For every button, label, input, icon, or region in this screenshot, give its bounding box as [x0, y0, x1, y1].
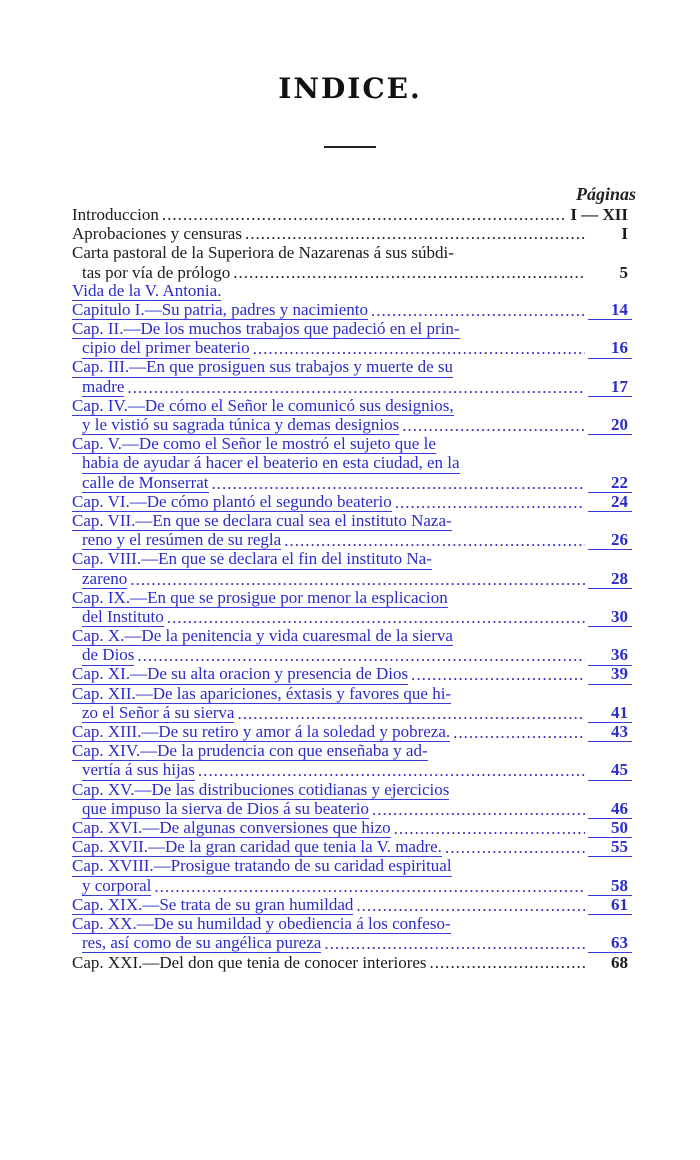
toc-entry	[72, 550, 632, 588]
toc-entry	[72, 397, 632, 435]
toc-entry	[72, 742, 632, 780]
toc-entry-text: habia de ayudar á hacer el beaterio en esta ciudad, en la	[82, 453, 460, 473]
toc-page-number: 5	[619, 262, 628, 282]
toc-entry-line	[72, 723, 632, 742]
toc-entry-line	[72, 877, 632, 896]
toc-entry-line	[72, 589, 632, 608]
toc-entry-text: Carta pastoral de la Superiora de Nazarenas á sus súbdi-	[72, 243, 454, 263]
toc-entry	[72, 320, 632, 358]
toc-entry-text: Aprobaciones y censuras	[72, 224, 242, 244]
toc-entry	[72, 493, 632, 512]
toc-entry	[72, 627, 632, 665]
toc-entry-text: madre	[82, 376, 125, 396]
toc-entry	[72, 589, 632, 627]
toc-entry-text: Cap. VII.—En que se declara cual sea el instituto Naza-	[72, 510, 452, 530]
toc-entry-text: Cap. X.—De la penitencia y vida cuaresmal de la sierva	[72, 626, 453, 646]
toc-entry	[72, 896, 632, 915]
toc-entry-line	[72, 320, 632, 339]
toc-entry-line	[72, 263, 632, 282]
toc-entry-line	[72, 838, 632, 857]
dot-leader	[237, 704, 585, 723]
toc-entry-line	[72, 819, 632, 838]
toc-entry-text: Cap. III.—En que prosiguen sus trabajos y muerte de su	[72, 357, 453, 377]
toc-entry-text: Cap. XIII.—De su retiro y amor á la soledad y pobreza.	[72, 722, 451, 742]
toc-entry	[72, 685, 632, 723]
dot-leader	[356, 896, 585, 915]
toc-page-number: 16	[588, 338, 632, 358]
toc-entry-text: que impuso la sierva de Dios á su beaterio	[82, 798, 370, 818]
toc-entry-line	[72, 704, 632, 723]
toc-entry-text: Cap. VIII.—En que se declara el fin del instituto Na-	[72, 549, 432, 569]
toc-entry-text: zareno	[82, 568, 128, 588]
toc-page-number: 30	[588, 607, 632, 627]
pages-column-header: Páginas	[575, 184, 636, 204]
toc-entry-text: Cap. XVI.—De algunas conversiones que hizo	[72, 817, 391, 837]
toc-entry-line	[72, 243, 632, 262]
toc-entry-text: Capitulo I.—Su patria, padres y nacimiento	[72, 299, 369, 319]
toc-entry	[72, 205, 632, 224]
toc-entry-line	[72, 570, 632, 589]
toc-entry	[72, 301, 632, 320]
toc-page-number: 14	[588, 300, 632, 320]
toc-page-number: 41	[588, 703, 632, 723]
dot-leader	[198, 761, 585, 780]
toc-entry-line	[72, 608, 632, 627]
toc-entry-line	[72, 378, 632, 397]
toc-entry-text: y corporal	[82, 875, 152, 895]
toc-entry	[72, 666, 632, 685]
toc-page-number: 36	[588, 645, 632, 665]
toc-entry-text: Cap. XIV.—De la prudencia con que enseñaba y ad-	[72, 741, 428, 761]
toc-entry	[72, 915, 632, 953]
toc-entry	[72, 723, 632, 742]
toc-entry	[72, 819, 632, 838]
dot-leader	[371, 301, 585, 320]
toc-entry-text: y le vistió su sagrada túnica y demas designios	[82, 415, 400, 435]
toc-entry-text: Cap. II.—De los muchos trabajos que padeció en el prin-	[72, 319, 460, 339]
toc-entry	[72, 512, 632, 550]
toc-entry-line	[72, 416, 632, 435]
toc-entry-line	[72, 800, 632, 819]
toc-page-number: 63	[588, 933, 632, 953]
dot-leader	[245, 224, 585, 243]
toc-entry-line	[72, 666, 632, 685]
toc-entry-line	[72, 339, 632, 358]
toc-page-number: 55	[588, 837, 632, 857]
toc-entry-line	[72, 359, 632, 378]
dot-leader	[137, 646, 585, 665]
toc-entry-text: Cap. IX.—En que se prosigue por menor la esplicacion	[72, 587, 448, 607]
toc-entry-text: res, así como de su angélica pureza	[82, 933, 322, 953]
toc-page-number: 68	[611, 953, 628, 973]
toc-entry-line	[72, 454, 632, 473]
toc-entry-text: de Dios	[82, 645, 135, 665]
title-rule	[324, 146, 376, 148]
dot-leader	[212, 474, 586, 493]
dot-leader	[233, 263, 585, 282]
toc-entry-line	[72, 512, 632, 531]
dot-leader	[324, 934, 585, 953]
dot-leader	[162, 205, 568, 224]
toc-entry-text: Cap. XI.—De su alta oracion y presencia de Dios	[72, 664, 409, 684]
toc-entry-text: del Instituto	[82, 606, 164, 626]
toc-entry-line	[72, 646, 632, 665]
toc-page-number: 43	[588, 722, 632, 742]
dot-leader	[411, 665, 585, 684]
toc-entry-text: cipio del primer beaterio	[82, 338, 250, 358]
toc-entry-line	[72, 953, 632, 972]
dot-leader	[127, 378, 585, 397]
toc-entry	[72, 359, 632, 397]
toc-page-number: 45	[588, 760, 632, 780]
toc-entry	[72, 838, 632, 857]
toc-entry-line	[72, 493, 632, 512]
toc-page-number: I	[621, 224, 628, 244]
toc-entry-line	[72, 205, 632, 224]
toc-page-number: 26	[588, 530, 632, 550]
toc-entry-line	[72, 397, 632, 416]
toc-page-number: I — XII	[570, 204, 628, 224]
toc-entry-text: Cap. XII.—De las apariciones, éxtasis y favores que hi-	[72, 683, 452, 703]
toc-entry-text: vertía á sus hijas	[82, 760, 195, 780]
toc-entry-text: Vida de la V. Antonia.	[72, 280, 222, 300]
toc-entry-text: Cap. XXI.—Del don que tenia de conocer interiores	[72, 953, 427, 973]
toc-entry-line	[72, 685, 632, 704]
toc-page-number: 24	[588, 492, 632, 512]
toc-entry-text: reno y el resúmen de su regla	[82, 530, 282, 550]
toc-entry	[72, 857, 632, 895]
toc-entry-line	[72, 934, 632, 953]
toc-entry-text: Introduccion	[72, 204, 159, 224]
toc-entry	[72, 224, 632, 243]
toc-entry	[72, 953, 632, 972]
toc-entry-line	[72, 531, 632, 550]
toc-page-number: 17	[588, 377, 632, 397]
toc-page-number: 39	[588, 664, 632, 684]
dot-leader	[453, 723, 585, 742]
toc-entry-line	[72, 781, 632, 800]
toc-entry-text: Cap. VI.—De cómo plantó el segundo beaterio	[72, 491, 392, 511]
toc-page-number: 28	[588, 569, 632, 589]
toc-entry	[72, 282, 632, 301]
toc-entry-text: Cap. XX.—De su humildad y obediencia á los confeso-	[72, 913, 451, 933]
toc-entry-line	[72, 301, 632, 320]
toc-entry-line	[72, 224, 632, 243]
toc-entry-line	[72, 915, 632, 934]
toc-page-number: 61	[588, 895, 632, 915]
toc-entry	[72, 243, 632, 281]
dot-leader	[402, 416, 585, 435]
toc-page-number: 22	[588, 473, 632, 493]
toc-entry-line	[72, 761, 632, 780]
toc-entry-text: tas por vía de prólogo	[82, 262, 231, 282]
toc-entry-line	[72, 896, 632, 915]
toc-page-number: 58	[588, 876, 632, 896]
dot-leader	[167, 608, 585, 627]
toc-entry-line	[72, 550, 632, 569]
toc-page-number: 46	[588, 799, 632, 819]
dot-leader	[253, 339, 585, 358]
toc-entry	[72, 781, 632, 819]
toc-entry-line	[72, 474, 632, 493]
toc-entry-line	[72, 742, 632, 761]
page-title: INDICE.	[278, 72, 422, 105]
toc-entry-text: Cap. XVII.—De la gran caridad que tenia la V. madre.	[72, 837, 442, 857]
dot-leader	[430, 953, 585, 972]
toc-entry-text: Cap. XIX.—Se trata de su gran humildad	[72, 894, 354, 914]
toc-entry-text: calle de Monserrat	[82, 472, 209, 492]
toc-entry-text: Cap. XV.—De las distribuciones cotidianas y ejercicios	[72, 779, 450, 799]
toc-entry-text: Cap. XVIII.—Prosigue tratando de su caridad espiritual	[72, 856, 452, 876]
toc-entry	[72, 435, 632, 493]
dot-leader	[154, 877, 585, 896]
toc-entry-text: Cap. V.—De como el Señor le mostró el sujeto que le	[72, 434, 436, 454]
dot-leader	[395, 493, 585, 512]
dot-leader	[394, 819, 585, 838]
toc-entry-line	[72, 627, 632, 646]
table-of-contents	[72, 205, 632, 973]
dot-leader	[130, 570, 585, 589]
toc-page-number: 20	[588, 415, 632, 435]
dot-leader	[284, 531, 585, 550]
toc-entry-line	[72, 435, 632, 454]
dot-leader	[372, 800, 585, 819]
toc-page-number: 50	[588, 818, 632, 838]
toc-entry-text: Cap. IV.—De cómo el Señor le comunicó sus designios,	[72, 395, 454, 415]
dot-leader	[445, 838, 585, 857]
toc-entry-line	[72, 282, 632, 301]
toc-entry-text: zo el Señor á su sierva	[82, 702, 235, 722]
toc-entry-line	[72, 857, 632, 876]
